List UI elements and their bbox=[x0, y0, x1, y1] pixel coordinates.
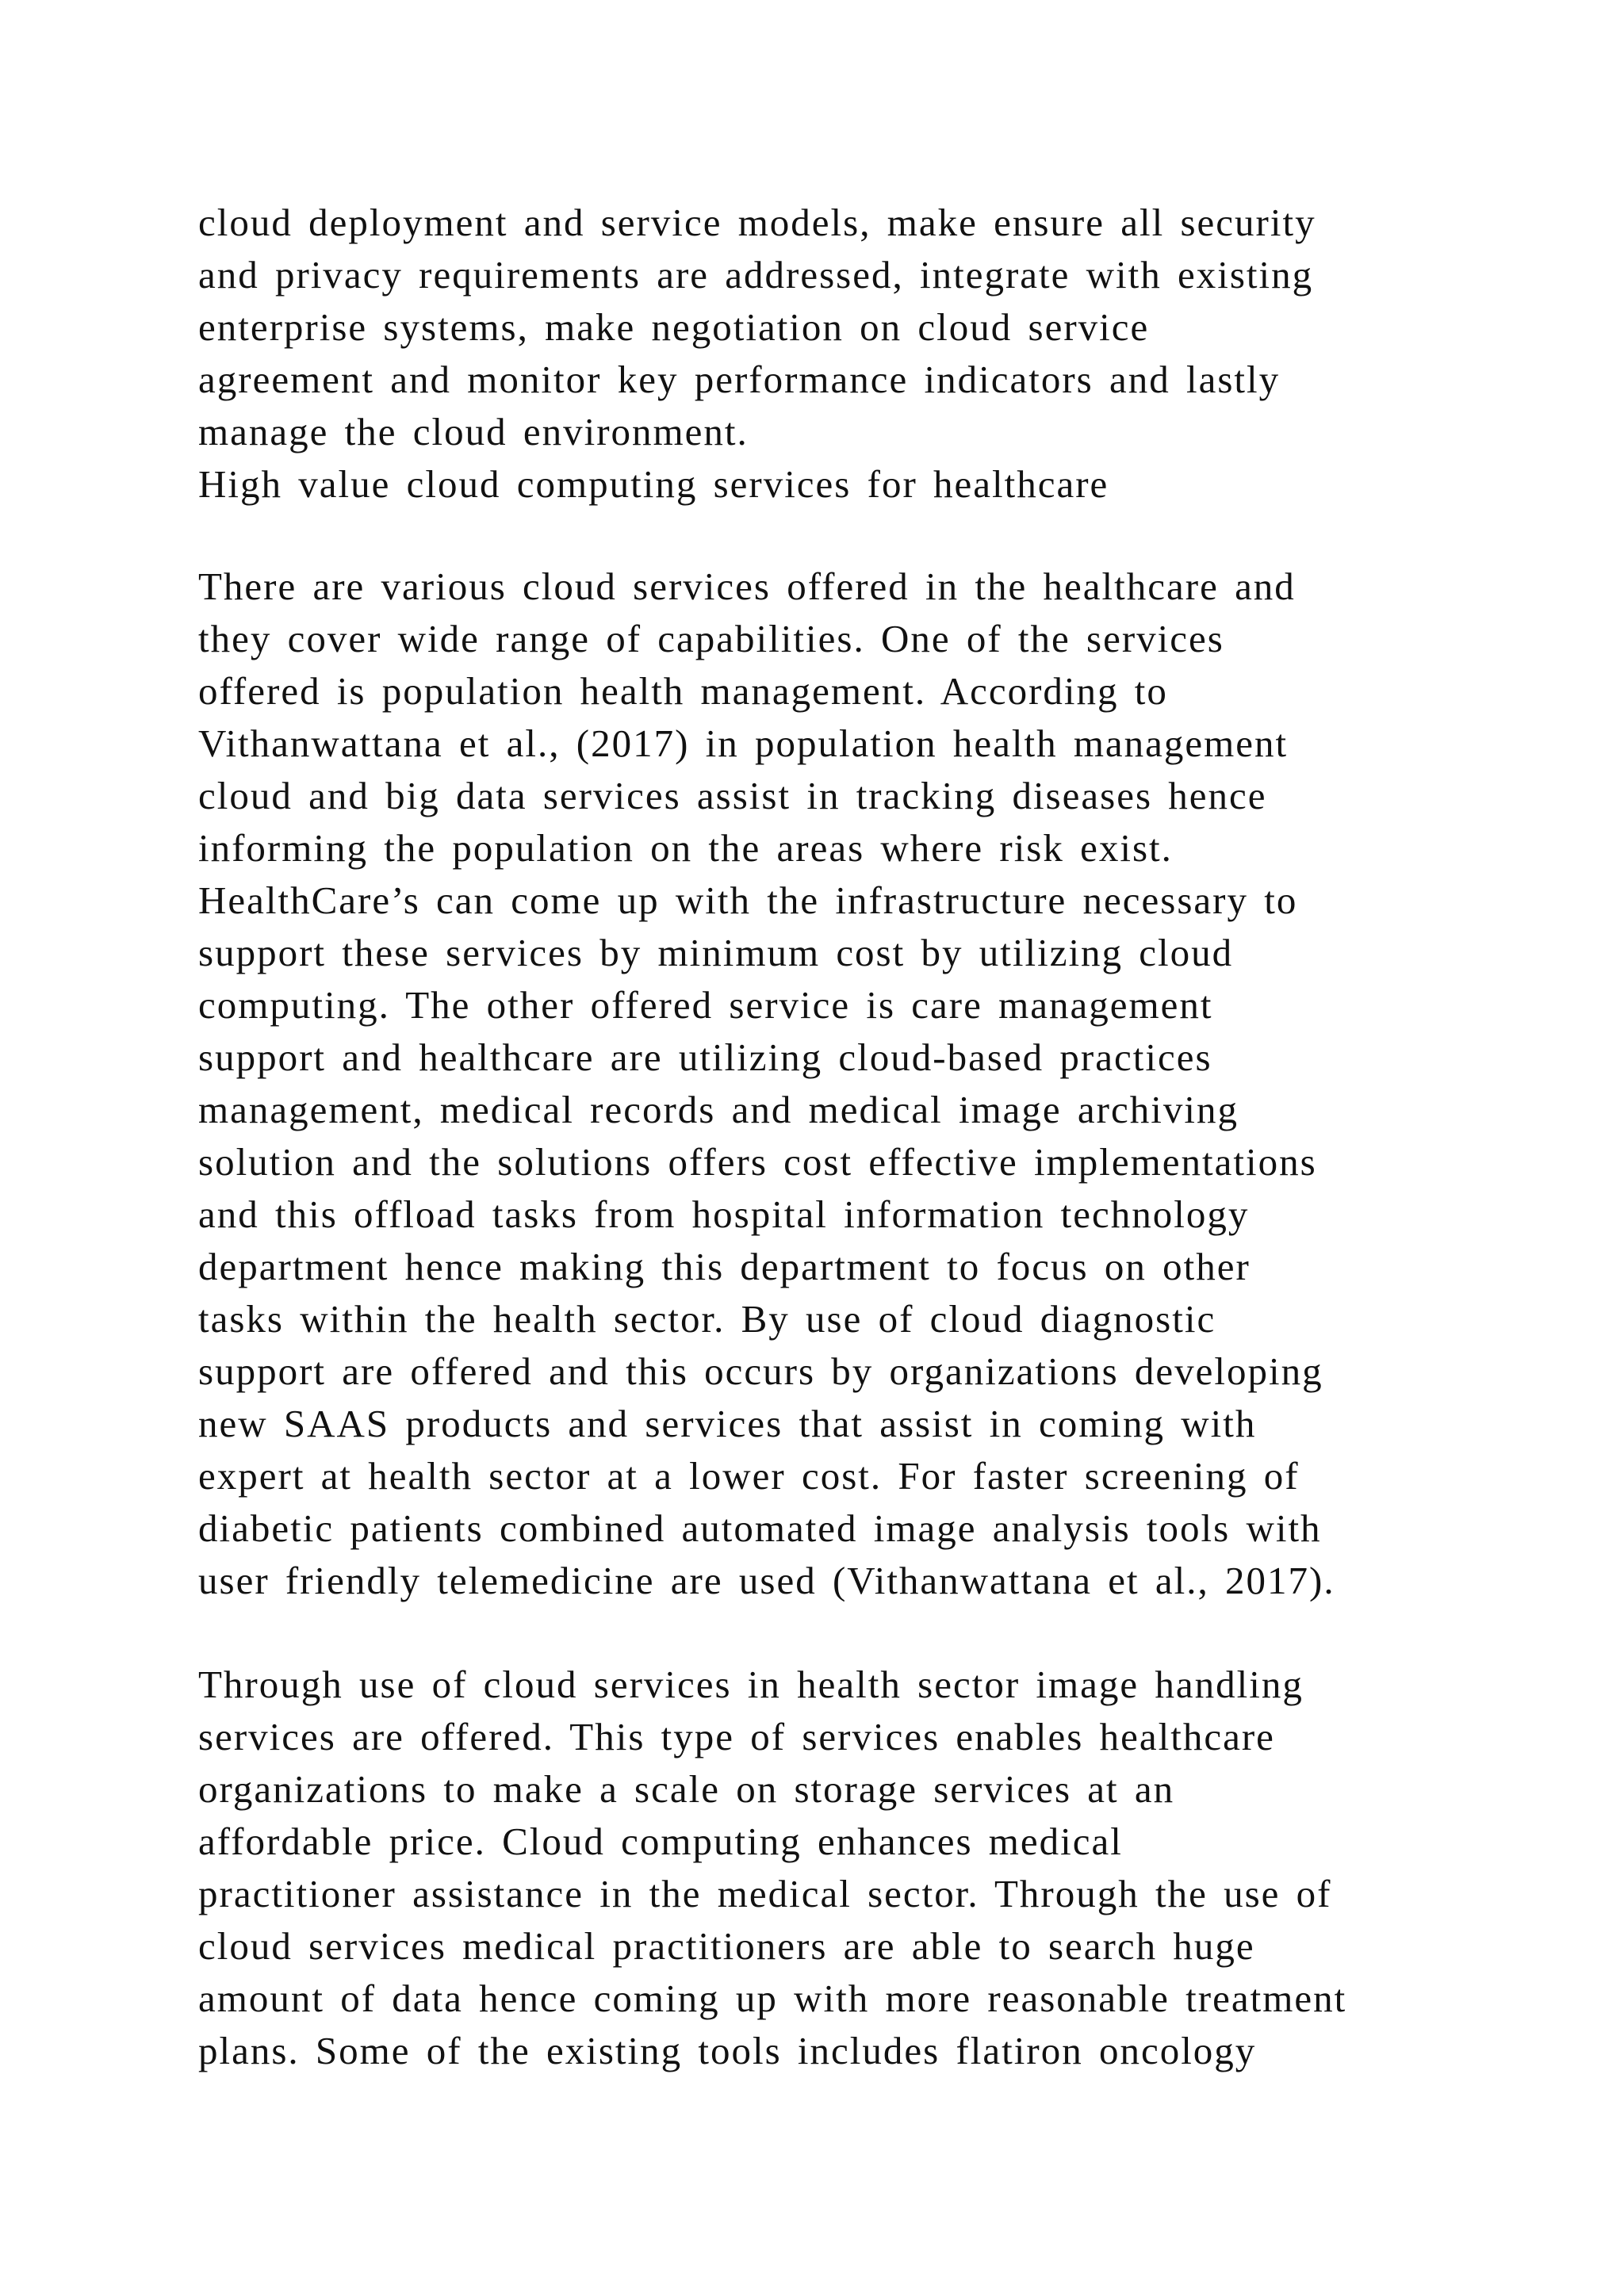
text-line: cloud deployment and service models, make ensure all security bbox=[198, 201, 1316, 244]
text-line: organizations to make a scale on storage services at an bbox=[198, 1767, 1175, 1811]
paragraph-image-handling bbox=[198, 1659, 1546, 2077]
text-line: management, medical records and medical image archiving bbox=[198, 1088, 1239, 1131]
text-line: Vithanwattana et al., (2017) in population health management bbox=[198, 721, 1289, 765]
text-line: user friendly telemedicine are used (Vithanwattana et al., 2017). bbox=[198, 1559, 1335, 1602]
text-line: and privacy requirements are addressed, integrate with existing bbox=[198, 253, 1314, 297]
text-line: diabetic patients combined automated image analysis tools with bbox=[198, 1506, 1322, 1550]
text-line: tasks within the health sector. By use of cloud diagnostic bbox=[198, 1297, 1216, 1341]
text-line: support these services by minimum cost by utilizing cloud bbox=[198, 931, 1234, 974]
paragraph-continued bbox=[198, 197, 1546, 511]
text-line: new SAAS products and services that assist in coming with bbox=[198, 1402, 1257, 1445]
text-line: department hence making this department to focus on other bbox=[198, 1245, 1251, 1288]
section-heading: High value cloud computing services for healthcare bbox=[198, 462, 1109, 506]
text-line: agreement and monitor key performance indicators and lastly bbox=[198, 358, 1281, 401]
text-line: cloud services medical practitioners are able to search huge bbox=[198, 1924, 1255, 1968]
text-line: support and healthcare are utilizing cloud-based practices bbox=[198, 1035, 1212, 1079]
text-line: manage the cloud environment. bbox=[198, 410, 749, 453]
text-line: amount of data hence coming up with more reasonable treatment bbox=[198, 1976, 1347, 2020]
text-line: There are various cloud services offered in the healthcare and bbox=[198, 564, 1296, 608]
paragraph-services bbox=[198, 561, 1546, 1607]
text-line: services are offered. This type of services enables healthcare bbox=[198, 1715, 1275, 1758]
text-line: offered is population health management. According to bbox=[198, 669, 1168, 713]
text-line: practitioner assistance in the medical sector. Through the use of bbox=[198, 1872, 1332, 1915]
text-line: and this offload tasks from hospital information technology bbox=[198, 1192, 1250, 1236]
text-line: solution and the solutions offers cost effective implementations bbox=[198, 1140, 1317, 1184]
text-line: affordable price. Cloud computing enhances medical bbox=[198, 1820, 1123, 1863]
text-line: cloud and big data services assist in tracking diseases hence bbox=[198, 774, 1267, 817]
text-line: Through use of cloud services in health sector image handling bbox=[198, 1663, 1304, 1706]
text-line: expert at health sector at a lower cost. For faster screening of bbox=[198, 1454, 1300, 1498]
text-line: support are offered and this occurs by organizations developing bbox=[198, 1349, 1323, 1393]
text-line: enterprise systems, make negotiation on cloud service bbox=[198, 305, 1150, 349]
text-line: plans. Some of the existing tools includes flatiron oncology bbox=[198, 2029, 1257, 2072]
text-line: computing. The other offered service is care management bbox=[198, 983, 1213, 1027]
text-line: HealthCare’s can come up with the infrastructure necessary to bbox=[198, 878, 1298, 922]
text-line: informing the population on the areas where risk exist. bbox=[198, 826, 1173, 870]
text-line: they cover wide range of capabilities. One of the services bbox=[198, 617, 1224, 660]
